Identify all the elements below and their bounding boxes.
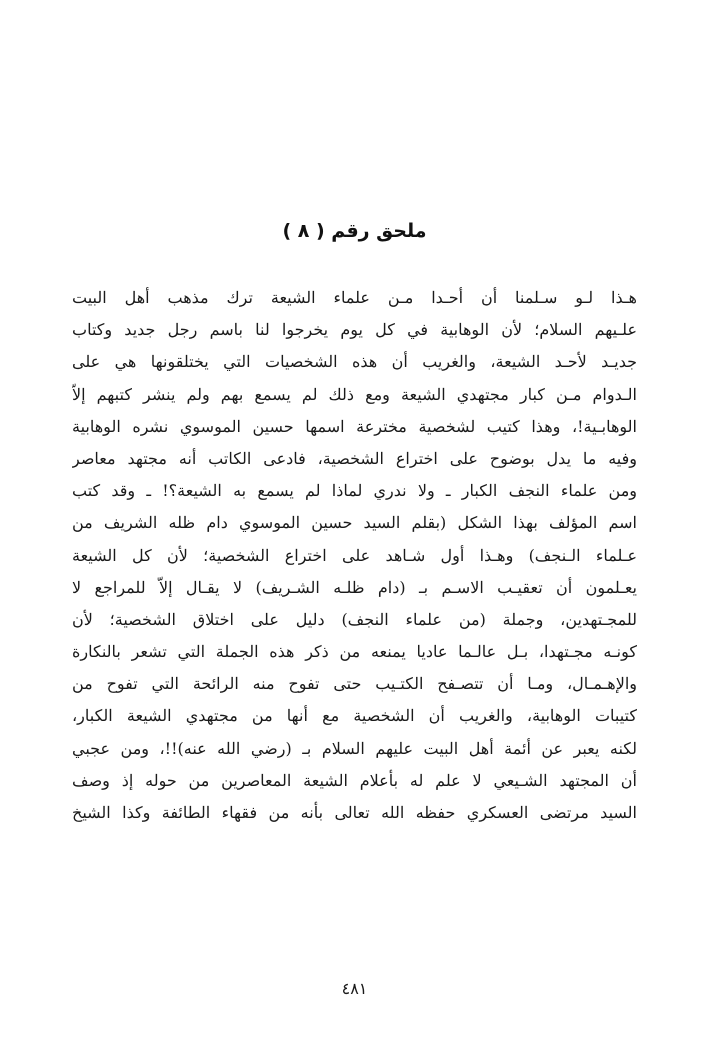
text-line: هـذا لـو سـلمنا أن أحـدا مـن علماء الشيعة ترك مذهب أهل البيت bbox=[72, 288, 637, 307]
text-line: ومن علماء النجف الكبار ـ ولا ندري لماذا لم يسمع به الشيعة؟! ـ وقد كتب bbox=[72, 481, 637, 501]
text-line: اسم المؤلف بهذا الشكل (بقلم السيد حسين الموسوي دام ظله الشريف من bbox=[72, 513, 637, 533]
text-line: علـيهم السلام؛ لأن الوهابية في كل يوم يخرجوا لنا باسم رجل جديد وكتاب bbox=[72, 320, 637, 340]
text-line: الوهابـية!، وهذا كتيب لشخصية مخترعة اسمها حسين الموسوي نشره الوهابية bbox=[72, 416, 637, 436]
text-line: وفيه ما يدل بوضوح على اختراع الشخصية، فادعى الكاتب أنه مجتهد معاصر bbox=[72, 448, 637, 468]
text-line: للمجـتهدين، وجملة (من علماء النجف) دليل على اختلاق الشخصية؛ لأن bbox=[72, 609, 637, 629]
text-line: كتيبات الوهابية، والغريب أن الشخصية مع أنها من مجتهدي الشيعة الكبار، bbox=[72, 706, 637, 726]
text-line: أن المجتهد الشـيعي لا علم له بأعلام الشيعة المعاصرين من حوله إذ وصف bbox=[72, 770, 637, 790]
text-line: يعـلمون أن تعقيـب الاسـم بـ (دام ظلـه الشـريف) لا يقـال إلاّ للمراجع لا bbox=[72, 577, 637, 597]
text-line: السيد مرتضى العسكري حفظه الله تعالى بأنه من فقهاء الطائفة وكذا الشيخ bbox=[72, 803, 637, 822]
text-line: والإهـمـال، ومـا أن تتصـفح الكتـيب حتى تفوح منه الرائحة التي تفوح من bbox=[72, 674, 637, 694]
text-line: جديـد لأحـد الشيعة، والغريب أن هذه الشخصيات التي يختلقونها هي على bbox=[72, 352, 637, 372]
body-text bbox=[72, 282, 637, 829]
text-line: لكنه يعبر عن أئمة أهل البيت عليهم السلام بـ (رضي الله عنه)!!، ومن عجبي bbox=[72, 738, 637, 758]
page-number: ٤٨١ bbox=[341, 979, 368, 998]
text-line: كونـه مجـتهدا، بـل عالـما عاديا يمنعه من ذكر هذه الجملة التي تشعر بالنكارة bbox=[72, 642, 637, 662]
text-line: عـلماء الـنجف) وهـذا أول شـاهد على اختراع الشخصية؛ لأن كل الشيعة bbox=[72, 545, 637, 565]
appendix-heading: ملحق رقم ( ٨ ) bbox=[282, 220, 427, 242]
text-line: الـدوام مـن كبار مجتهدي الشيعة ومع ذلك لم يسمع بهم ولم ينشر كتبهم إلاّ bbox=[72, 384, 637, 404]
